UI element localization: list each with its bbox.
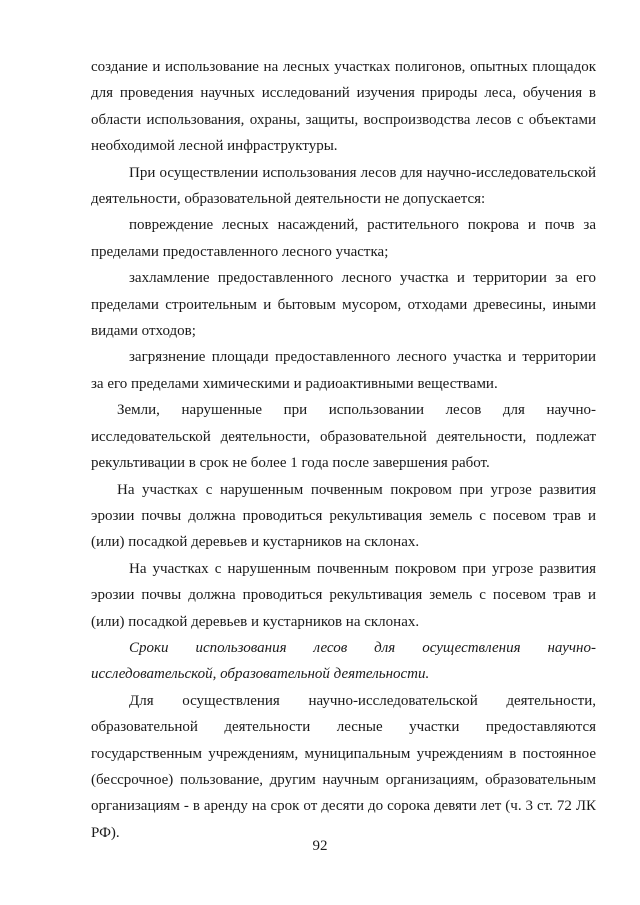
list-item-damage: повреждение лесных насаждений, растительного покрова и почв за пределами предоставленного лесного участка; — [91, 217, 596, 260]
page-body — [91, 54, 596, 846]
paragraph-land-recultivation: Земли, нарушенные при использовании лесов для научно-исследовательской деятельности, образовательной деятельности, подлежат рекультивации в срок не более 1 года после завершения работ. — [91, 402, 596, 472]
paragraph-prohibitions-intro: При осуществлении использования лесов для научно-исследовательской деятельности, образовательной деятельности не допускается: — [91, 164, 596, 208]
list-item-pollution: загрязнение площади предоставленного лесного участка и территории за его пределами химическими и радиоактивными веществами. — [91, 349, 596, 392]
page-number: 92 — [312, 838, 328, 854]
paragraph-continuation: создание и использование на лесных участках полигонов, опытных площадок для проведения научных исследований изучения природы леса, обучения в области использования, охраны, защиты, воспроизводства лесов с объектами необходимой лесной инфраструктуры. — [91, 59, 596, 155]
section-heading-terms: Сроки использования лесов для осуществления научно-исследовательской, образовательной деятельности. — [91, 639, 596, 683]
list-item-littering: захламление предоставленного лесного участка и территории за его пределами строительным и бытовым мусором, отходами древесины, иными видами отходов; — [91, 270, 596, 340]
paragraph-erosion-2: На участках с нарушенным почвенным покровом при угрозе развития эрозии почвы должна проводиться рекультивация земель с посевом трав и (или) посадкой деревьев и кустарников на склонах. — [91, 560, 596, 630]
paragraph-erosion-1: На участках с нарушенным почвенным покровом при угрозе развития эрозии почвы должна проводиться рекультивация земель с посевом трав и (или) посадкой деревьев и кустарников на склонах. — [91, 481, 596, 551]
paragraph-provision-terms: Для осуществления научно-исследовательской деятельности, образовательной деятельности лесные участки предоставляются государственным учреждениям, муниципальным учреждениям в постоянное (бессрочное) пользование, другим научным организациям, образовательным организациям - в аренду на срок от десяти до сорока девяти лет (ч. 3 ст. 72 ЛК РФ). — [91, 692, 596, 841]
